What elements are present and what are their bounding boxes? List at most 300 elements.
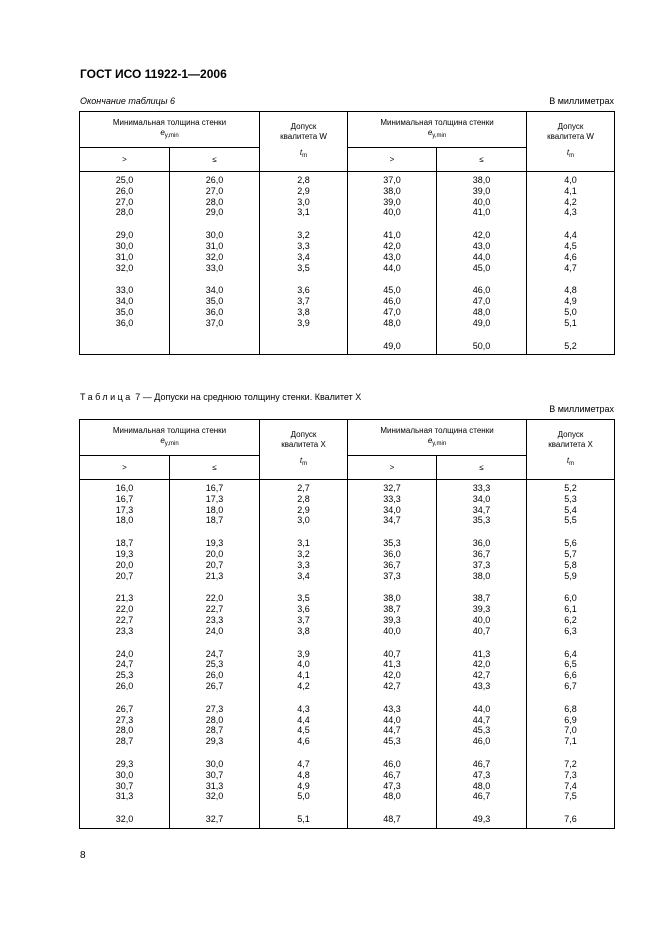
table7-caption-prefix: Таблица [80, 392, 133, 402]
table-cell: 4,4 [527, 230, 615, 241]
table-cell: 44,7 [348, 725, 437, 736]
gt-symbol: > [348, 148, 437, 172]
table-cell: 46,0 [348, 759, 437, 770]
gt-symbol: > [80, 148, 170, 172]
table-cell: 29,3 [170, 736, 260, 747]
tol-label-1: Допуск [290, 122, 317, 131]
table-cell: 5,1 [527, 318, 615, 329]
table-cell: 41,0 [348, 230, 437, 241]
table-cell: 37,3 [348, 571, 437, 582]
spacer-cell [170, 692, 260, 704]
table-row [80, 715, 615, 726]
t-symbol: $t_m$ [299, 456, 308, 467]
table7 [79, 419, 615, 829]
table-cell: 40,0 [348, 626, 437, 637]
tol-label-1: Допуск [557, 430, 584, 439]
spacer-cell [260, 637, 348, 649]
table-cell: 43,0 [348, 252, 437, 263]
table-cell: 3,7 [260, 615, 348, 626]
spacer-cell [348, 329, 437, 341]
table-cell: 47,3 [437, 770, 527, 781]
group-gap-row [80, 747, 615, 759]
table-cell: 42,0 [348, 670, 437, 681]
e-symbol: $e_{y,min}$ [427, 128, 447, 139]
table-cell: 41,0 [437, 207, 527, 218]
table-cell: 35,0 [170, 296, 260, 307]
table7-min-thickness-header-left [80, 420, 260, 456]
table-cell: 20,7 [170, 560, 260, 571]
table-cell: 23,3 [170, 615, 260, 626]
t-symbol: $t_m$ [566, 148, 575, 159]
table-cell: 5,2 [527, 483, 615, 494]
table-cell: 48,0 [437, 307, 527, 318]
group-gap-row [80, 802, 615, 814]
spacer-cell [170, 273, 260, 285]
table-cell: 31,3 [80, 791, 170, 802]
table-cell: 7,1 [527, 736, 615, 747]
table-row [80, 770, 615, 781]
spacer-cell [170, 747, 260, 759]
tol-label-2: квалитета W [547, 132, 594, 141]
table-cell: 30,0 [80, 770, 170, 781]
table-row [80, 197, 615, 208]
header-text: Минимальная толщина стенки [112, 426, 227, 435]
spacer-cell [260, 802, 348, 814]
table-cell: 19,3 [170, 538, 260, 549]
table-cell: 21,3 [170, 571, 260, 582]
spacer-cell [348, 273, 437, 285]
group-gap-row [80, 218, 615, 230]
table-cell: 4,7 [260, 759, 348, 770]
spacer-cell [80, 329, 170, 341]
table-cell: 4,5 [527, 241, 615, 252]
table-cell: 22,7 [170, 604, 260, 615]
tol-label-1: Допуск [290, 430, 317, 439]
table-cell: 3,0 [260, 197, 348, 208]
table-row [80, 659, 615, 670]
table-row [80, 670, 615, 681]
table-cell: 38,0 [437, 175, 527, 186]
spacer-cell [527, 351, 615, 355]
table-cell: 46,0 [437, 736, 527, 747]
table-row [80, 505, 615, 516]
spacer-cell [348, 692, 437, 704]
table-cell: 39,0 [437, 186, 527, 197]
table-cell: 4,1 [527, 186, 615, 197]
table-cell: 7,4 [527, 781, 615, 792]
table-cell: 36,7 [437, 549, 527, 560]
tol-label-2: квалитета W [280, 132, 327, 141]
e-symbol: $e_{y,min}$ [160, 128, 179, 139]
table-row [80, 341, 615, 352]
spacer-cell [527, 526, 615, 538]
spacer-cell [437, 273, 527, 285]
spacer-cell [437, 581, 527, 593]
table6-min-thickness-header-left [80, 112, 260, 148]
spacer-cell [527, 329, 615, 341]
table-cell: 45,0 [348, 285, 437, 296]
spacer-cell [348, 825, 437, 829]
table-cell: 5,0 [260, 791, 348, 802]
group-gap-row [80, 692, 615, 704]
le-symbol: ≤ [437, 148, 527, 172]
table-row [80, 186, 615, 197]
document-header: ГОСТ ИСО 11922-1—2006 [80, 67, 227, 81]
table-cell: 26,0 [80, 681, 170, 692]
table-row [80, 538, 615, 549]
table-row [80, 549, 615, 560]
spacer-cell [348, 218, 437, 230]
table-row [80, 285, 615, 296]
spacer-cell [80, 218, 170, 230]
spacer-cell [437, 218, 527, 230]
table-cell: 43,3 [348, 704, 437, 715]
table-row [80, 681, 615, 692]
table6-min-thickness-header-right [348, 112, 527, 148]
table-cell: 49,3 [437, 814, 527, 825]
table-row [80, 296, 615, 307]
table-cell: 3,2 [260, 549, 348, 560]
spacer-cell [80, 825, 170, 829]
table-cell: 35,3 [437, 515, 527, 526]
table-cell: 33,3 [437, 483, 527, 494]
table-cell: 20,7 [80, 571, 170, 582]
table-cell: 40,0 [348, 207, 437, 218]
table-cell: 45,0 [437, 263, 527, 274]
table-cell: 38,7 [437, 593, 527, 604]
table-cell: 36,0 [80, 318, 170, 329]
header-text: Минимальная толщина стенки [380, 426, 494, 435]
spacer-cell [348, 747, 437, 759]
table-cell: 3,6 [260, 285, 348, 296]
table-cell: 7,3 [527, 770, 615, 781]
table-cell: 4,6 [260, 736, 348, 747]
table-cell: 20,0 [80, 560, 170, 571]
spacer-cell [437, 692, 527, 704]
table-cell: 33,0 [80, 285, 170, 296]
table-cell: 46,0 [437, 285, 527, 296]
table-cell: 7,0 [527, 725, 615, 736]
table-cell: 36,0 [170, 307, 260, 318]
spacer-cell [260, 218, 348, 230]
spacer-cell [170, 526, 260, 538]
e-symbol: $e_{y,min}$ [427, 436, 447, 447]
table-cell: 41,3 [348, 659, 437, 670]
table-cell: 18,0 [170, 505, 260, 516]
table-cell: 3,2 [260, 230, 348, 241]
table-cell: 22,0 [80, 604, 170, 615]
table-cell: 48,7 [348, 814, 437, 825]
table-cell: 22,0 [170, 593, 260, 604]
table-cell: 6,7 [527, 681, 615, 692]
table-cell: 20,0 [170, 549, 260, 560]
table-cell: 16,0 [80, 483, 170, 494]
table-cell: 28,0 [170, 715, 260, 726]
table-cell: 3,1 [260, 538, 348, 549]
table-cell: 2,9 [260, 186, 348, 197]
table-cell: 46,7 [348, 770, 437, 781]
page-number: 8 [80, 850, 86, 861]
table6-tolerance-header-left [260, 112, 348, 172]
table-cell: 17,3 [170, 494, 260, 505]
table-cell: 48,0 [437, 781, 527, 792]
table-cell: 38,0 [348, 593, 437, 604]
table-cell: 40,7 [348, 649, 437, 660]
table-cell [260, 341, 348, 352]
table-cell: 24,0 [170, 626, 260, 637]
spacer-cell [348, 637, 437, 649]
spacer-cell [348, 526, 437, 538]
table-row [80, 483, 615, 494]
table-cell: 48,0 [348, 791, 437, 802]
table-cell: 36,0 [348, 549, 437, 560]
spacer-cell [437, 747, 527, 759]
table-cell: 6,4 [527, 649, 615, 660]
table-row [80, 175, 615, 186]
table-cell: 21,3 [80, 593, 170, 604]
table-cell: 32,0 [80, 263, 170, 274]
table-cell: 43,3 [437, 681, 527, 692]
spacer-cell [260, 747, 348, 759]
table-cell: 28,7 [80, 736, 170, 747]
group-gap-row [80, 637, 615, 649]
table-cell: 50,0 [437, 341, 527, 352]
spacer-cell [527, 273, 615, 285]
table-cell: 28,0 [80, 207, 170, 218]
table-cell: 4,2 [527, 197, 615, 208]
table-cell: 4,4 [260, 715, 348, 726]
table-cell: 4,1 [260, 670, 348, 681]
table-cell: 27,0 [80, 197, 170, 208]
tol-label-2: квалитета X [548, 440, 593, 449]
spacer-cell [437, 351, 527, 355]
table-cell: 5,6 [527, 538, 615, 549]
table-cell: 44,7 [437, 715, 527, 726]
table-row [80, 649, 615, 660]
spacer-cell [527, 581, 615, 593]
table-cell: 5,7 [527, 549, 615, 560]
table6-caption: Окончание таблицы 6 [80, 96, 175, 106]
table-row [80, 704, 615, 715]
table-cell: 6,3 [527, 626, 615, 637]
table-cell: 3,0 [260, 515, 348, 526]
table7-min-thickness-header-right [348, 420, 527, 456]
table-cell: 26,0 [170, 670, 260, 681]
table-cell: 3,1 [260, 207, 348, 218]
table-cell: 42,0 [348, 241, 437, 252]
table-cell: 5,5 [527, 515, 615, 526]
table-row [80, 593, 615, 604]
spacer-cell [260, 273, 348, 285]
table-cell [80, 341, 170, 352]
spacer-cell [437, 329, 527, 341]
table-cell: 22,7 [80, 615, 170, 626]
table-cell: 26,0 [80, 186, 170, 197]
spacer-cell [170, 218, 260, 230]
spacer-cell [80, 351, 170, 355]
table-cell: 16,7 [170, 483, 260, 494]
spacer-cell [170, 581, 260, 593]
table-cell: 19,3 [80, 549, 170, 560]
spacer-cell [260, 526, 348, 538]
le-symbol: ≤ [170, 456, 260, 480]
table-cell: 27,0 [170, 186, 260, 197]
table7-caption-text: 7 — Допуски на среднюю толщину стенки. Квалитет X [132, 392, 362, 402]
le-symbol: ≤ [170, 148, 260, 172]
spacer-cell [348, 802, 437, 814]
spacer-cell [527, 218, 615, 230]
table-cell: 45,3 [437, 725, 527, 736]
spacer-cell [170, 825, 260, 829]
table-cell: 4,0 [260, 659, 348, 670]
table-cell: 30,0 [170, 230, 260, 241]
spacer-cell [260, 825, 348, 829]
table-cell: 47,0 [348, 307, 437, 318]
table-cell: 29,3 [80, 759, 170, 770]
table-cell: 38,7 [348, 604, 437, 615]
table7-tolerance-header-right [527, 420, 615, 480]
table-cell: 34,0 [348, 505, 437, 516]
table6-body [80, 172, 615, 355]
spacer-cell [260, 581, 348, 593]
table-cell: 4,9 [527, 296, 615, 307]
table-cell: 5,3 [527, 494, 615, 505]
table-cell: 34,0 [437, 494, 527, 505]
table-cell: 26,7 [170, 681, 260, 692]
table-row [80, 814, 615, 825]
table-cell: 4,8 [260, 770, 348, 781]
table-cell: 25,3 [170, 659, 260, 670]
table-cell: 3,9 [260, 318, 348, 329]
table-cell: 39,3 [348, 615, 437, 626]
table-cell: 29,0 [170, 207, 260, 218]
spacer-cell [260, 351, 348, 355]
table7-units: В миллиметрах [549, 404, 614, 414]
table-cell: 34,7 [348, 515, 437, 526]
table-row [80, 725, 615, 736]
table-row [80, 626, 615, 637]
table-cell: 6,8 [527, 704, 615, 715]
table-row [80, 759, 615, 770]
spacer-cell [80, 637, 170, 649]
table-cell: 47,3 [348, 781, 437, 792]
table-row [80, 307, 615, 318]
table-cell: 3,5 [260, 593, 348, 604]
table-cell: 28,0 [170, 197, 260, 208]
table-cell: 30,0 [80, 241, 170, 252]
table-cell: 5,1 [260, 814, 348, 825]
spacer-cell [527, 825, 615, 829]
gt-symbol: > [80, 456, 170, 480]
t-symbol: $t_m$ [566, 456, 575, 467]
table-cell: 26,0 [170, 175, 260, 186]
table-cell: 5,2 [527, 341, 615, 352]
spacer-cell [260, 329, 348, 341]
table-cell: 7,2 [527, 759, 615, 770]
table-row [80, 263, 615, 274]
table-cell: 42,0 [437, 230, 527, 241]
table-cell: 44,0 [437, 252, 527, 263]
table-cell: 4,2 [260, 681, 348, 692]
table-cell: 35,3 [348, 538, 437, 549]
table-cell: 40,7 [437, 626, 527, 637]
table-cell: 2,7 [260, 483, 348, 494]
spacer-cell [80, 802, 170, 814]
table-cell: 44,0 [348, 715, 437, 726]
table-row [80, 571, 615, 582]
table-cell: 3,4 [260, 571, 348, 582]
spacer-cell [437, 526, 527, 538]
table-row [80, 791, 615, 802]
table-cell: 3,4 [260, 252, 348, 263]
table-cell: 3,7 [260, 296, 348, 307]
table-cell: 26,7 [80, 704, 170, 715]
table-row [80, 615, 615, 626]
table-cell: 48,0 [348, 318, 437, 329]
table-cell: 3,5 [260, 263, 348, 274]
spacer-cell [437, 825, 527, 829]
table-cell: 7,5 [527, 791, 615, 802]
table-cell: 5,0 [527, 307, 615, 318]
table-cell: 32,7 [170, 814, 260, 825]
table-cell: 3,3 [260, 241, 348, 252]
table-row [80, 736, 615, 747]
table-cell: 46,0 [348, 296, 437, 307]
spacer-cell [170, 637, 260, 649]
table-cell: 3,9 [260, 649, 348, 660]
table-cell: 33,3 [348, 494, 437, 505]
table-cell: 49,0 [437, 318, 527, 329]
table-cell: 5,8 [527, 560, 615, 571]
table-cell: 42,0 [437, 659, 527, 670]
table-row [80, 604, 615, 615]
table-cell: 46,7 [437, 791, 527, 802]
group-gap-row [80, 526, 615, 538]
table-cell: 3,3 [260, 560, 348, 571]
table-cell: 5,9 [527, 571, 615, 582]
table-cell: 4,3 [260, 704, 348, 715]
table-cell: 6,1 [527, 604, 615, 615]
table-cell: 49,0 [348, 341, 437, 352]
table-cell: 32,7 [348, 483, 437, 494]
group-gap-row [80, 581, 615, 593]
table-cell: 6,2 [527, 615, 615, 626]
table-cell: 32,0 [170, 252, 260, 263]
table-cell: 4,6 [527, 252, 615, 263]
table-cell: 27,3 [170, 704, 260, 715]
table-cell: 32,0 [170, 791, 260, 802]
table-cell: 37,0 [170, 318, 260, 329]
table6-tolerance-header-right [527, 112, 615, 172]
spacer-cell [80, 692, 170, 704]
table-cell: 4,5 [260, 725, 348, 736]
spacer-cell [437, 802, 527, 814]
table-cell: 4,9 [260, 781, 348, 792]
table-cell: 6,6 [527, 670, 615, 681]
table-cell: 37,0 [348, 175, 437, 186]
table-cell: 46,7 [437, 759, 527, 770]
table-cell: 25,3 [80, 670, 170, 681]
table-cell: 2,8 [260, 175, 348, 186]
table-cell: 41,3 [437, 649, 527, 660]
spacer-cell [527, 637, 615, 649]
spacer-cell [80, 747, 170, 759]
t-symbol: $t_m$ [299, 148, 308, 159]
gt-symbol: > [348, 456, 437, 480]
table-cell: 31,0 [80, 252, 170, 263]
spacer-cell [348, 351, 437, 355]
table-cell: 25,0 [80, 175, 170, 186]
